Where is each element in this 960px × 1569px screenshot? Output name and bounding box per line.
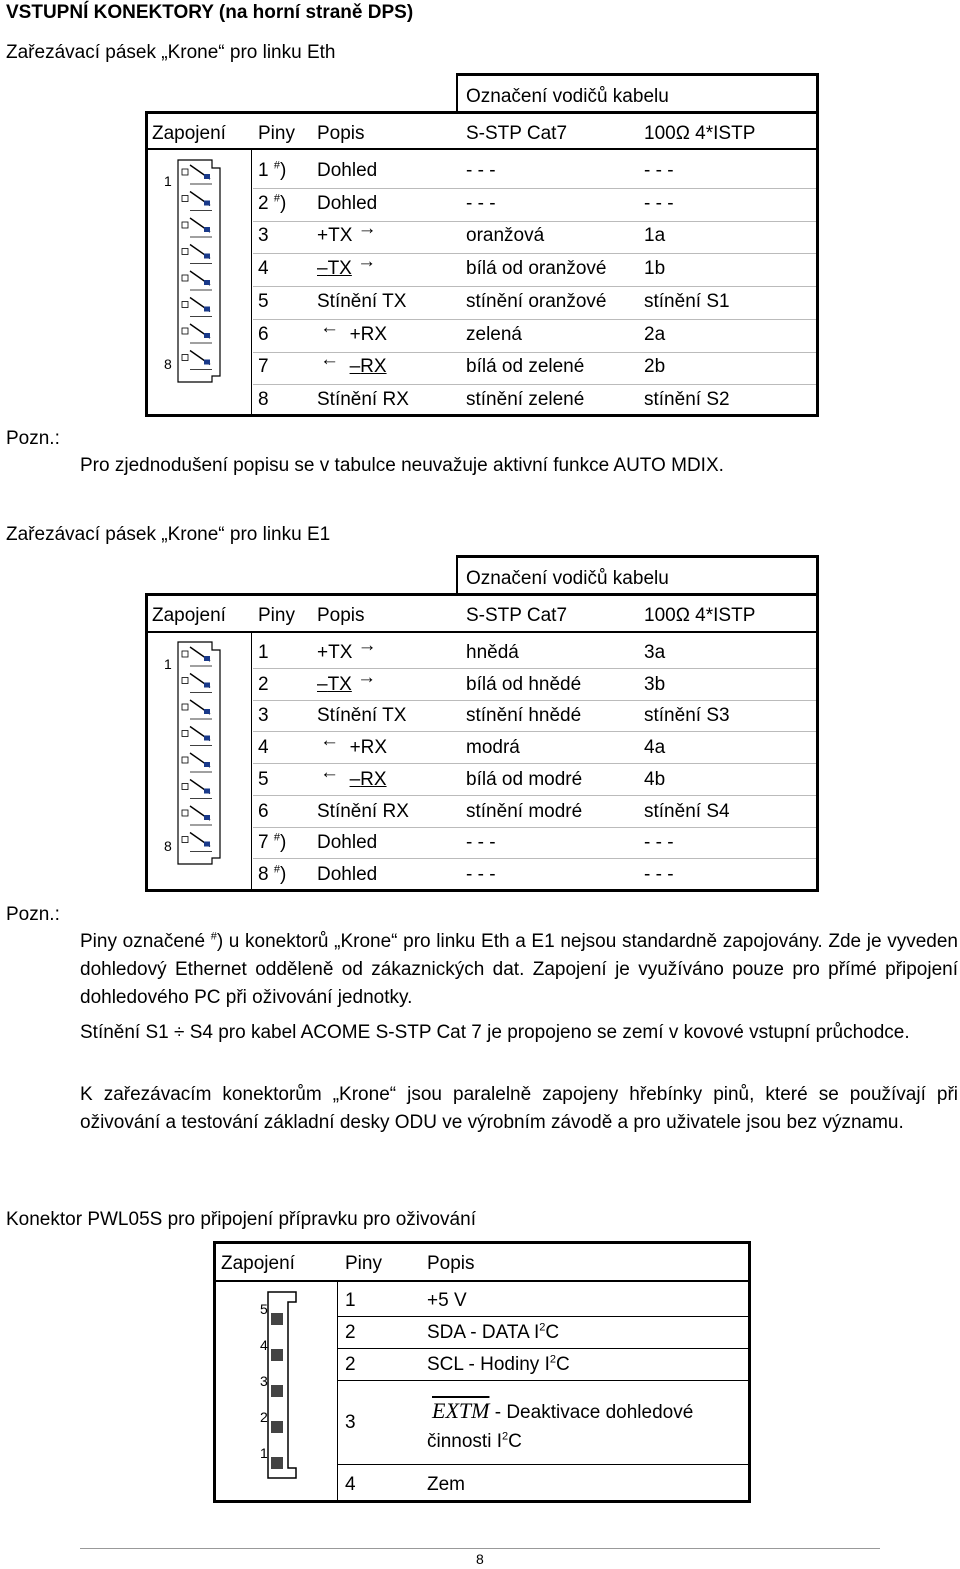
eth-row-8-istp: stínění S2	[644, 388, 730, 410]
e1-header-piny: Piny	[258, 605, 295, 626]
e1-note-label: Pozn.:	[6, 904, 60, 925]
e1-row-7-cat7: - - -	[466, 832, 496, 854]
pwl-row-4-desc: činnosti $I^2C$	[427, 1430, 522, 1452]
eth-row-3-istp: 1a	[644, 225, 666, 247]
row-separator	[253, 221, 816, 222]
e1-row-4-cat7: modrá	[466, 737, 520, 759]
eth-row-7-desc: ← –RX	[320, 349, 387, 378]
pwl-diagram-label-4: 4	[260, 1337, 268, 1353]
e1-row-1-istp: 3a	[644, 642, 666, 663]
eth-row-5-desc: Stínění TX	[317, 290, 407, 312]
arrow-left-icon: ←	[320, 316, 339, 338]
eth-diagram-label-first: 1	[164, 173, 172, 189]
pwl-row-3-desc: SCL - Hodiny $I^2C$	[427, 1353, 570, 1375]
eth-group-header: Označení vodičů kabelu	[466, 86, 669, 107]
e1-row-7-istp: - - -	[644, 832, 674, 854]
e1-row-2-desc: –TX →	[317, 666, 377, 695]
e1-row-5-cat7: bílá od modré	[466, 768, 583, 790]
pwl-diagram-label-3: 3	[260, 1373, 268, 1389]
eth-row-3-pin: 3	[258, 225, 269, 247]
e1-row-5-pin: 5	[258, 768, 269, 790]
e1-row-2-istp: 3b	[644, 673, 666, 695]
eth-row-1-desc: Dohled	[317, 160, 378, 181]
row-separator	[253, 700, 816, 701]
pwl-header-popis: Popis	[427, 1253, 475, 1274]
pwl-caption: Konektor PWL05S pro připojení přípravku pro oživování	[6, 1209, 476, 1230]
eth-row-6-pin: 6	[258, 323, 269, 345]
page-number: 8	[476, 1551, 484, 1567]
page-heading: VSTUPNÍ KONEKTORY (na horní straně DPS)	[6, 2, 414, 23]
eth-caption: Zařezávací pásek „Krone“ pro linku Eth	[6, 42, 336, 63]
eth-row-4-pin: 4	[258, 258, 269, 280]
e1-row-8-cat7: - - -	[466, 863, 496, 885]
e1-row-6-istp: stínění S4	[644, 800, 730, 822]
e1-row-3-cat7: stínění hnědé	[466, 705, 582, 727]
eth-header-piny: Piny	[258, 123, 295, 144]
e1-row-1-pin: 1	[258, 642, 269, 663]
pwl-row-5-desc: Zem	[427, 1474, 465, 1495]
row-separator	[253, 795, 816, 796]
e1-row-2-cat7: bílá od hnědé	[466, 673, 582, 695]
eth-row-7-istp: 2b	[644, 356, 666, 378]
arrow-left-icon: ←	[320, 761, 339, 783]
e1-row-3-pin: 3	[258, 705, 269, 727]
eth-row-8-desc: Stínění RX	[317, 388, 409, 410]
row-separator	[253, 858, 816, 859]
pwl-row-4-pin: 3	[345, 1412, 356, 1433]
eth-krone-connector-diagram	[176, 158, 222, 384]
eth-row-2-desc: Dohled	[317, 192, 378, 214]
e1-row-6-desc: Stínění RX	[317, 800, 409, 822]
eth-header-popis: Popis	[317, 123, 365, 144]
arrow-left-icon: ←	[320, 730, 339, 752]
eth-row-8-pin: 8	[258, 388, 269, 410]
e1-caption: Zařezávací pásek „Krone“ pro linku E1	[6, 524, 331, 545]
eth-row-1-pin: 1 #)	[258, 159, 287, 181]
e1-header-cat7: S-STP Cat7	[466, 605, 568, 626]
eth-header-istp: 100Ω 4*ISTP	[644, 123, 756, 144]
e1-row-3-istp: stínění S3	[644, 705, 730, 727]
pwl-row-2-desc: SDA - DATA $I^2C$	[427, 1321, 560, 1343]
eth-row-2-istp: - - -	[644, 192, 674, 214]
e1-krone-connector-diagram	[176, 640, 222, 866]
e1-row-8-desc: Dohled	[317, 863, 378, 885]
pwl-diagram-label-5: 5	[260, 1301, 268, 1317]
pwl05s-connector-diagram	[266, 1290, 310, 1480]
row-separator	[253, 384, 816, 385]
e1-header-istp: 100Ω 4*ISTP	[644, 605, 756, 626]
eth-row-4-istp: 1b	[644, 258, 666, 280]
arrow-right-icon: →	[357, 666, 377, 688]
e1-row-4-istp: 4a	[644, 737, 666, 759]
pwl-row-1-pin: 1	[345, 1290, 356, 1311]
eth-row-6-cat7: zelená	[466, 323, 522, 345]
e1-header-popis: Popis	[317, 605, 365, 626]
e1-row-7-desc: Dohled	[317, 832, 378, 854]
e1-row-8-pin: 8 #)	[258, 863, 287, 885]
pwl-diagram-label-2: 2	[260, 1409, 268, 1425]
e1-row-2-pin: 2	[258, 673, 269, 695]
e1-diagram-label-first: 1	[164, 656, 172, 672]
e1-row-6-pin: 6	[258, 800, 269, 822]
eth-row-2-cat7: - - -	[466, 192, 496, 214]
eth-header-cat7: S-STP Cat7	[466, 123, 568, 144]
eth-row-1-cat7: - - -	[466, 160, 496, 181]
eth-note-label: Pozn.:	[6, 428, 60, 449]
arrow-right-icon: →	[357, 251, 377, 273]
e1-note-1: Piny označené #) u konektorů „Krone“ pro linku Eth a E1 nejsou standardně zapojovány. Zde je vyveden dohledový Ethernet odděleně od zákaznických dat. Zapojení je využíváno pouze pro přímé připojení dohledového PC při oživování jednotky.	[80, 930, 958, 1008]
e1-note-3: K zařezávacím konektorům „Krone“ jsou paralelně zapojeny hřebínky pinů, které se používají při oživování a testování základní desky ODU ve výrobním závodě a pro uživatele jsou bez významu.	[80, 1084, 958, 1133]
row-separator	[253, 188, 816, 189]
e1-note-2: Stínění S1 ÷ S4 pro kabel ACOME S-STP Cat 7 je propojeno se zemí v kovové vstupní průchodce.	[80, 1022, 910, 1043]
pwl-row-2-pin: 2	[345, 1322, 356, 1343]
eth-row-2-pin: 2 #)	[258, 192, 287, 214]
row-separator	[253, 827, 816, 828]
e1-row-5-desc: ← –RX	[320, 761, 387, 790]
eth-row-6-istp: 2a	[644, 323, 666, 345]
pwl-header-piny: Piny	[345, 1253, 382, 1274]
pwl-row-5-pin: 4	[345, 1474, 356, 1495]
eth-row-3-cat7: oranžová	[466, 225, 545, 247]
eth-row-6-desc: ← +RX	[320, 316, 388, 345]
e1-diagram-label-last: 8	[164, 838, 172, 854]
eth-diagram-label-last: 8	[164, 356, 172, 372]
eth-row-5-pin: 5	[258, 290, 269, 312]
e1-row-6-cat7: stínění modré	[466, 800, 583, 822]
e1-row-4-desc: ← +RX	[320, 730, 388, 759]
e1-row-3-desc: Stínění TX	[317, 705, 407, 727]
eth-row-8-cat7: stínění zelené	[466, 388, 585, 410]
e1-header-zapojeni: Zapojení	[152, 605, 226, 626]
e1-group-header: Označení vodičů kabelu	[466, 568, 669, 589]
arrow-right-icon: →	[357, 635, 377, 656]
eth-row-5-cat7: stínění oranžové	[466, 290, 607, 312]
e1-row-7-pin: 7 #)	[258, 831, 287, 854]
arrow-right-icon: →	[357, 218, 377, 240]
footer-rule	[80, 1548, 880, 1549]
pwl-header-zapojeni: Zapojení	[221, 1253, 295, 1274]
row-separator	[253, 668, 816, 669]
eth-row-4-cat7: bílá od oranžové	[466, 258, 607, 280]
pwl-row-4-signal: EXTM - Deaktivace dohledové	[432, 1398, 694, 1423]
eth-note: Pro zjednodušení popisu se v tabulce neuvažuje aktivní funkce AUTO MDIX.	[80, 455, 724, 476]
pwl-row-3-pin: 2	[345, 1354, 356, 1375]
pwl-row-1-desc: +5 V	[427, 1290, 467, 1311]
e1-row-4-pin: 4	[258, 737, 269, 759]
row-separator	[253, 253, 816, 254]
e1-row-5-istp: 4b	[644, 768, 666, 790]
eth-row-3-desc: +TX →	[317, 218, 377, 247]
arrow-left-icon: ←	[320, 349, 339, 371]
e1-row-1-cat7: hnědá	[466, 642, 519, 663]
row-separator	[253, 286, 816, 287]
e1-row-8-istp: - - -	[644, 863, 674, 885]
eth-row-1-istp: - - -	[644, 160, 674, 181]
e1-row-1-desc: +TX →	[317, 635, 377, 663]
pwl-diagram-label-1: 1	[260, 1445, 268, 1461]
eth-header-zapojeni: Zapojení	[152, 123, 226, 144]
eth-row-5-istp: stínění S1	[644, 290, 730, 312]
eth-row-7-pin: 7	[258, 356, 269, 378]
eth-row-7-cat7: bílá od zelené	[466, 356, 585, 378]
eth-row-4-desc: –TX →	[317, 251, 377, 280]
